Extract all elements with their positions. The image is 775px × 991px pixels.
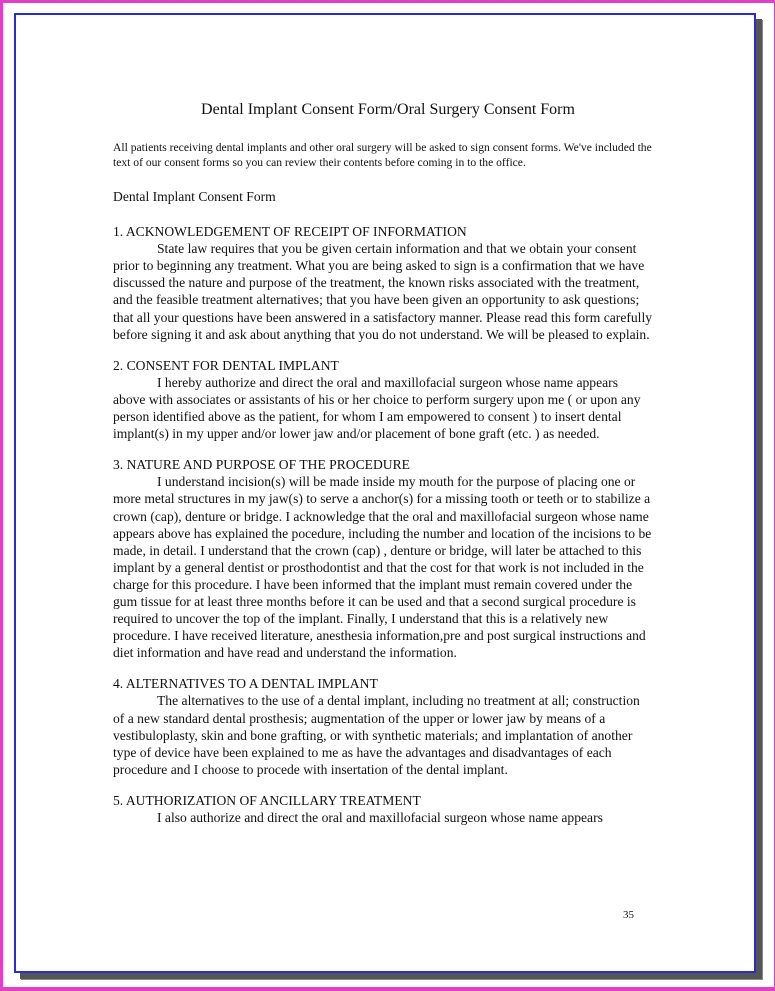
section-body: State law requires that you be given certain information and that we obtain your consent prior to beginning any treatment. What you are being asked to sign is a confirmation that we have discussed the nature and purpose of the treatment, the known risks associated with the treatment, and the feasible treatment alternatives; that you have been given an opportunity to ask questions; that all your questions have been answered in a satisfactory manner. Please read this form carefully before signing it and ask about anything that you do not understand. We will be pleased to explain. [113,241,653,342]
section-ancillary [113,792,653,826]
section-heading: 3. NATURE AND PURPOSE OF THE PROCEDURE [113,457,410,473]
section-heading: 4. ALTERNATIVES TO A DENTAL IMPLANT [113,676,378,692]
section-alternatives [113,675,653,778]
document-title: Dental Implant Consent Form/Oral Surgery Consent Form [201,101,575,118]
form-subtitle: Dental Implant Consent Form [113,189,276,204]
section-consent [113,357,653,442]
intro-paragraph: All patients receiving dental implants and other oral surgery will be asked to sign consent forms. We've included the text of our consent forms so you can review their contents before coming in to the office. [113,141,652,169]
section-body: I also authorize and direct the oral and maxillofacial surgeon whose name appears [157,810,603,825]
section-heading: 5. AUTHORIZATION OF ANCILLARY TREATMENT [113,792,421,808]
document-content [113,100,653,840]
page-number: 35 [623,909,634,921]
section-heading: 2. CONSENT FOR DENTAL IMPLANT [113,357,339,373]
section-heading: 1. ACKNOWLEDGEMENT OF RECEIPT OF INFORMATION [113,224,467,240]
section-body: The alternatives to the use of a dental implant, including no treatment at all; construction of a new standard dental prosthesis; augmentation of the upper or lower jaw by means of a vestibuloplasty, skin and bone grafting, or with synthetic materials; and implantation of another type of device have been explained to me as have the advantages and disadvantages of each procedure and I choose to procede with insertation of the dental implant. [113,693,640,777]
section-body: I understand incision(s) will be made inside my mouth for the purpose of placing one or more metal structures in my jaw(s) to serve a anchor(s) for a missing tooth or teeth or to stabilize a crown (cap), denture or bridge. I acknowledge that the oral and maxillofacial surgeon whose name appears above has explained the pocedure, including the number and location of the incisions to be made, in detail. I understand that the crown (cap) , denture or bridge, will later be attached to this implant by a general dentist or prosthodontist and that the cost for that work is not included in the charge for this procedure. I have been informed that the implant must remain covered under the gum tissue for at least three months before it can be used and that a second surgical procedure is required to uncover the top of the implant. Finally, I understand that this is a relatively new procedure. I have received literature, anesthesia information,pre and post surgical instructions and diet information and have read and understand the information. [113,474,652,661]
section-body: I hereby authorize and direct the oral and maxillofacial surgeon whose name appears above with associates or assistants of his or her choice to perform surgery upon me ( or upon any person identified above as the patient, for whom I am empowered to consent ) to insert dental implant(s) in my upper and/or lower jaw and/or placement of bone graft (etc. ) as needed. [113,374,641,442]
section-acknowledgement [113,223,653,343]
section-nature-purpose [113,456,653,661]
